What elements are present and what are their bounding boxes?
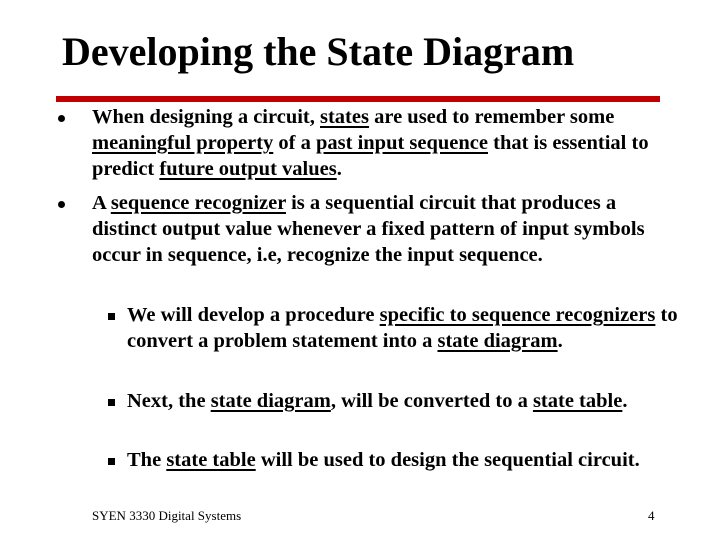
text-segment: , will be converted to a: [330, 390, 533, 412]
underlined-term: states: [320, 106, 369, 128]
text-segment: is a sequential circuit that produces a distinct output value whenever a fixed pattern of input symbols occur in sequence, i.e, recognize the input sequence.: [92, 192, 645, 266]
text-segment: will be used to design the sequential circuit.: [255, 449, 640, 471]
underlined-term: state table: [166, 449, 256, 471]
text-segment: .: [622, 390, 628, 412]
bullet-2: [92, 190, 677, 268]
sub-bullet-1: [127, 302, 687, 354]
text-segment: of a: [273, 132, 316, 154]
page-number: 4: [648, 508, 655, 523]
sub-bullet-square-icon: [108, 458, 115, 465]
footer-course: SYEN 3330 Digital Systems: [92, 508, 242, 523]
slide-title: Developing the State Diagram: [62, 29, 575, 74]
title-divider: [56, 96, 660, 102]
underlined-term: state table: [532, 390, 623, 412]
underlined-term: specific to sequence recognizers: [379, 304, 656, 326]
underlined-term: state diagram: [437, 330, 558, 352]
underlined-term: meaningful property: [92, 132, 274, 154]
text-segment: .: [336, 158, 342, 180]
bullet-1: [92, 104, 677, 182]
text-segment: The: [127, 449, 167, 471]
underlined-term: future output values: [159, 158, 337, 180]
text-segment: that is essential to predict: [92, 132, 649, 180]
underlined-term: state diagram: [210, 390, 331, 412]
text-segment: A: [92, 192, 111, 214]
bullet-dot-icon: [58, 201, 65, 208]
text-segment: are used to remember some: [368, 106, 615, 128]
text-segment: to convert a problem statement into a: [127, 304, 678, 352]
sub-bullet-2: [127, 388, 687, 414]
text-segment: When designing a circuit,: [92, 106, 320, 128]
underlined-term: past input sequence: [315, 132, 488, 154]
text-segment: Next, the: [127, 390, 211, 412]
sub-bullet-square-icon: [108, 399, 115, 406]
sub-bullet-3: [127, 447, 687, 473]
text-segment: We will develop a procedure: [127, 304, 380, 326]
underlined-term: sequence recognizer: [110, 192, 286, 214]
text-segment: .: [557, 330, 563, 352]
bullet-dot-icon: [58, 115, 65, 122]
sub-bullet-square-icon: [108, 313, 115, 320]
